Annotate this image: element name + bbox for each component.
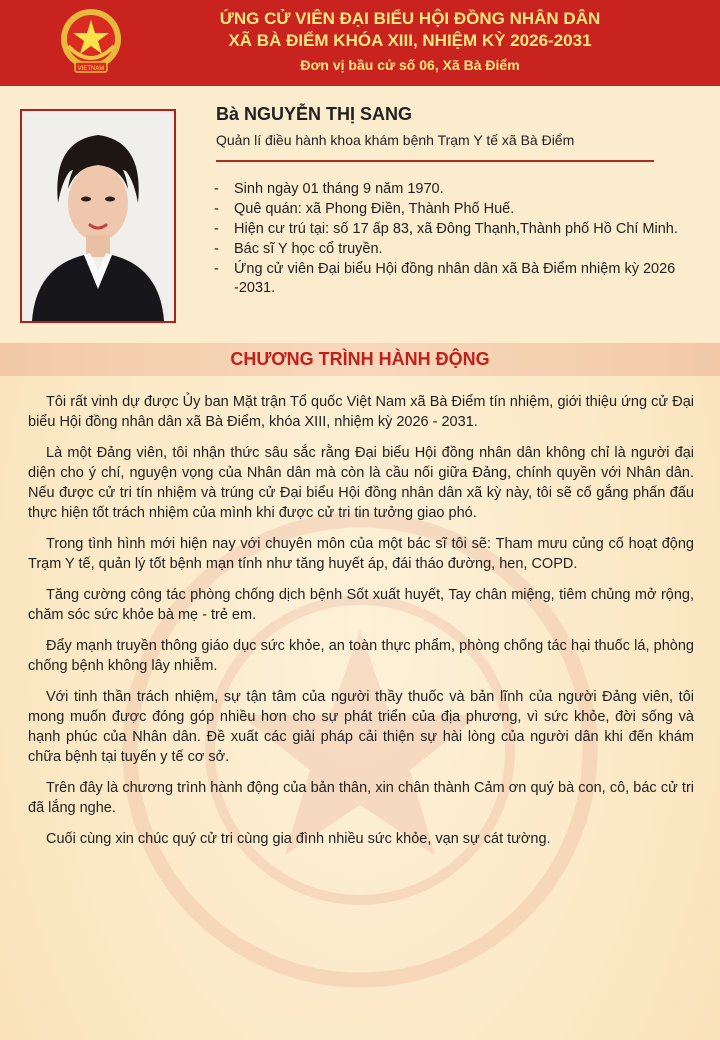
bullet-dash: -: [214, 241, 219, 257]
section-title: CHƯƠNG TRÌNH HÀNH ĐỘNG: [230, 349, 490, 369]
bio-item: [212, 180, 682, 199]
paragraph: Cuối cùng xin chúc quý cử tri cùng gia đình nhiều sức khỏe, vạn sự cát tường.: [46, 831, 551, 847]
portrait-image: [22, 111, 174, 321]
bullet-dash: -: [214, 221, 219, 237]
bio-candidacy: Ứng cử viên Đại biểu Hội đồng nhân dân xã Bà Điểm nhiệm kỳ 2026 -2031.: [234, 261, 676, 296]
bio-item: [212, 200, 682, 219]
svg-text:VIETNAM: VIETNAM: [77, 66, 105, 72]
bio-item: [212, 240, 682, 259]
paragraph: Với tinh thần trách nhiệm, sự tận tâm của người thầy thuốc và bản lĩnh của người Đảng viên, tôi mong muốn được đóng góp nhiều hơn cho sự phát triển của địa phương, vì sức khỏe, đời sống và hạnh phúc của Nhân dân. Đề xuất các giải pháp cải thiện sự hài lòng của người dân khi đến khám chữa bệnh tại tuyến y tế cơ sở.: [28, 689, 694, 765]
paragraph: Tăng cường công tác phòng chống dịch bệnh Sốt xuất huyết, Tay chân miệng, tiêm chủng mở rộng, chăm sóc sức khỏe bà mẹ - trẻ em.: [28, 587, 694, 623]
paragraph: Là một Đảng viên, tôi nhận thức sâu sắc rằng Đại biểu Hội đồng nhân dân không chỉ là người đại diện cho ý chí, nguyện vọng của Nhân dân mà còn là cầu nối giữa Đảng, chính quyền với Nhân dân. Nếu được cử tri tín nhiệm và trúng cử Đại biểu Hội đồng nhân dân xã kỳ này, tôi sẽ cố gắng phấn đấu thực hiện tốt trách nhiệm của mình khi được cử tri tin tưởng giao phó.: [28, 445, 694, 521]
paragraph: Trên đây là chương trình hành động của bản thân, xin chân thành Cảm ơn quý bà con, cô, bác cử tri đã lắng nghe.: [28, 780, 694, 816]
constituency-line: Đơn vị bầu cử số 06, Xã Bà Điểm: [300, 57, 520, 73]
candidate-name: [216, 104, 412, 125]
bio-hometown: Quê quán: xã Phong Điền, Thành Phố Huế.: [234, 201, 515, 217]
bio-profession: Bác sĩ Y học cổ truyền.: [234, 241, 383, 257]
bio-birthdate: Sinh ngày 01 tháng 9 năm 1970.: [234, 181, 444, 197]
national-emblem-icon: [58, 6, 124, 80]
divider: [216, 160, 654, 162]
action-program-body: [28, 392, 694, 860]
header-title-line2: XÃ BÀ ĐIỂM KHÓA XIII, NHIỆM KỲ 2026-2031: [228, 31, 592, 50]
bio-item: [212, 260, 682, 298]
bio-item: [212, 220, 682, 239]
header-banner: [0, 0, 720, 86]
candidate-honorific: Bà: [216, 104, 240, 124]
paragraph: Đẩy mạnh truyền thông giáo dục sức khỏe, an toàn thực phẩm, phòng chống tác hại thuốc lá, phòng chống bệnh không lây nhiễm.: [28, 638, 694, 674]
bullet-dash: -: [214, 201, 219, 217]
candidate-job-title: Quản lí điều hành khoa khám bệnh Trạm Y tế xã Bà Điểm: [216, 132, 575, 148]
header-title-line1: ỨNG CỬ VIÊN ĐẠI BIỂU HỘI ĐỒNG NHÂN DÂN: [219, 9, 601, 28]
candidate-photo: [20, 109, 176, 323]
bio-residence: Hiện cư trú tại: số 17 ấp 83, xã Đông Thạnh,Thành phố Hồ Chí Minh.: [234, 221, 678, 237]
candidate-fullname: NGUYỄN THỊ SANG: [244, 104, 413, 124]
bullet-dash: -: [214, 181, 219, 197]
bullet-dash: -: [214, 261, 219, 277]
biography-list: [212, 180, 682, 299]
paragraph: Trong tình hình mới hiện nay với chuyên môn của một bác sĩ tôi sẽ: Tham mưu củng cố hoạt động Trạm Y tế, quản lý tốt bệnh mạn tính như tăng huyết áp, đái tháo đường, hen, COPD.: [28, 536, 694, 572]
paragraph: Tôi rất vinh dự được Ủy ban Mặt trận Tổ quốc Việt Nam xã Bà Điểm tín nhiệm, giới thiệu ứng cử Đại biểu Hội đồng nhân dân xã Bà Điểm, khóa XIII, nhiệm kỳ 2026 - 2031.: [28, 394, 694, 430]
